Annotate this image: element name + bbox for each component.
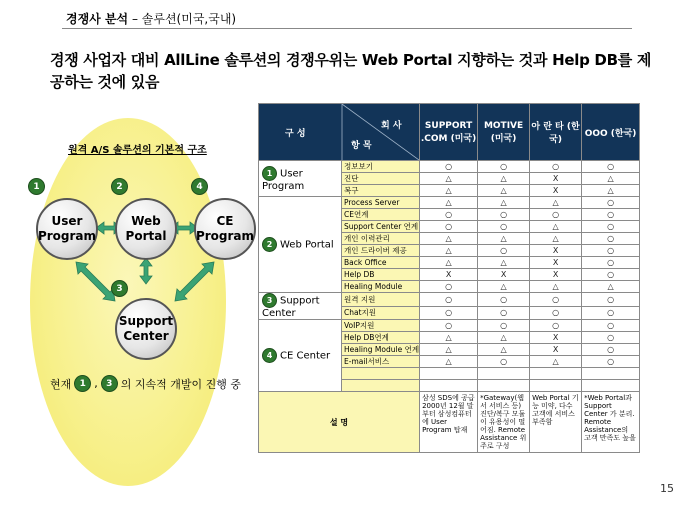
table-row: [259, 197, 640, 209]
description-supportcom: 삼성 SDS에 공급 2000년 12월 말부터 삼성컴퓨터에 User Program 탑재: [420, 392, 478, 453]
table-body: [259, 161, 640, 392]
rating-cell: ○: [420, 281, 478, 293]
group-cell: [259, 293, 342, 320]
headline: 경쟁 사업자 대비 AllLine 솔루션의 경쟁우위는 Web Portal 지향하는 것과 Help DB를 제공하는 것에 있음: [50, 51, 652, 91]
group-badge: 2: [262, 237, 277, 252]
rating-cell: △: [420, 197, 478, 209]
rating-cell: X: [530, 344, 582, 356]
rating-cell: X: [530, 257, 582, 269]
arrow-ce-support: [175, 262, 214, 301]
rating-cell: ○: [478, 161, 530, 173]
rating-cell: [582, 380, 640, 392]
item-cell: 정보보기: [342, 161, 420, 173]
item-cell: VoIP지원: [342, 320, 420, 332]
rating-cell: ○: [582, 245, 640, 257]
item-cell: E-mail서비스: [342, 356, 420, 368]
rating-cell: ○: [530, 209, 582, 221]
rating-cell: △: [420, 344, 478, 356]
rating-cell: ○: [478, 306, 530, 320]
rating-cell: △: [582, 281, 640, 293]
header-structure-label: 구 성: [285, 129, 306, 139]
group-badge: 3: [262, 293, 277, 308]
note-suffix: 의 지속적 개발이 진행 중: [120, 377, 242, 391]
rating-cell: ○: [478, 320, 530, 332]
description-label: 설 명: [259, 392, 420, 453]
badge-2: 2: [111, 178, 128, 195]
rating-cell: [420, 368, 478, 380]
table-row: [259, 293, 640, 307]
diagram-title: 원격 A/S 솔루션의 기본적 구조: [68, 145, 207, 156]
node-ce-program: CE Program: [194, 198, 256, 260]
rating-cell: ○: [530, 293, 582, 307]
rating-cell: ○: [582, 197, 640, 209]
rating-cell: [478, 380, 530, 392]
rating-cell: ○: [420, 306, 478, 320]
rating-cell: △: [478, 344, 530, 356]
rating-cell: ○: [582, 293, 640, 307]
item-cell: 진단: [342, 173, 420, 185]
item-cell: Help DB연계: [342, 332, 420, 344]
rating-cell: △: [420, 332, 478, 344]
rating-cell: X: [420, 269, 478, 281]
rating-cell: ○: [478, 293, 530, 307]
rating-cell: ○: [478, 245, 530, 257]
note-prefix: 현재: [50, 377, 72, 391]
rating-cell: ○: [582, 233, 640, 245]
description-motive: *Gateway(웹서 서비스 등) 진단/복구 모듈이 유용성이 떨어짐. Remote Assistance 위주로 구성: [478, 392, 530, 453]
group-badge: 1: [262, 166, 277, 181]
diagram-note: [50, 375, 241, 392]
rating-cell: ○: [530, 161, 582, 173]
note-badge-1: 1: [74, 375, 91, 392]
rating-cell: ○: [582, 257, 640, 269]
item-cell: [342, 368, 420, 380]
rating-cell: ○: [582, 221, 640, 233]
rating-cell: △: [478, 185, 530, 197]
rating-cell: △: [420, 173, 478, 185]
group-name: Web Portal: [280, 239, 334, 251]
badge-3: 3: [111, 280, 128, 297]
group-badge: 4: [262, 348, 277, 363]
item-cell: Back Office: [342, 257, 420, 269]
rating-cell: [582, 368, 640, 380]
rating-cell: △: [530, 233, 582, 245]
rating-cell: ○: [530, 306, 582, 320]
rating-cell: △: [478, 257, 530, 269]
rating-cell: ○: [420, 221, 478, 233]
rating-cell: △: [478, 173, 530, 185]
item-cell: 복구: [342, 185, 420, 197]
item-cell: Help DB: [342, 269, 420, 281]
group-cell: [259, 320, 342, 392]
rating-cell: X: [530, 245, 582, 257]
header-company-supportcom: SUPPORT .COM (미국): [420, 104, 478, 161]
description-aranta: Web Portal 기능 미약, 다수 고객에 서비스 부족함: [530, 392, 582, 453]
rating-cell: △: [420, 233, 478, 245]
rating-cell: ○: [420, 320, 478, 332]
rating-cell: [420, 380, 478, 392]
group-cell: [259, 161, 342, 197]
header-company-motive: MOTIVE (미국): [478, 104, 530, 161]
note-sep: ,: [94, 377, 98, 390]
item-cell: Process Server: [342, 197, 420, 209]
rating-cell: ○: [478, 221, 530, 233]
rating-cell: ○: [582, 332, 640, 344]
rating-cell: [530, 380, 582, 392]
rating-cell: △: [582, 173, 640, 185]
item-cell: Healing Module: [342, 281, 420, 293]
section-subtitle: – 솔루션(미국,국내): [128, 12, 237, 26]
rating-cell: ○: [420, 161, 478, 173]
group-cell: [259, 197, 342, 293]
header-company-ooo: OOO (한국): [582, 104, 640, 161]
group-name: User Program: [262, 168, 305, 192]
rating-cell: ○: [582, 344, 640, 356]
item-cell: Chat지원: [342, 306, 420, 320]
rating-cell: △: [478, 197, 530, 209]
header-corner: [259, 104, 420, 161]
item-cell: 원격 지원: [342, 293, 420, 307]
badge-1: 1: [28, 178, 45, 195]
rating-cell: △: [478, 233, 530, 245]
rating-cell: ○: [582, 269, 640, 281]
node-user-program: User Program: [36, 198, 98, 260]
rating-cell: X: [530, 173, 582, 185]
item-cell: 개인 드라이버 제공: [342, 245, 420, 257]
rating-cell: △: [420, 245, 478, 257]
header-diagonal-lines: [259, 104, 419, 160]
header-company-label: 회 사: [381, 121, 402, 131]
rating-cell: X: [530, 332, 582, 344]
comparison-table: [258, 103, 640, 453]
rating-cell: ○: [478, 209, 530, 221]
rating-cell: ○: [530, 320, 582, 332]
rating-cell: X: [530, 185, 582, 197]
rating-cell: [530, 368, 582, 380]
item-cell: CE연계: [342, 209, 420, 221]
table-row: [259, 320, 640, 332]
rating-cell: △: [420, 185, 478, 197]
rating-cell: ○: [582, 356, 640, 368]
rating-cell: ○: [420, 293, 478, 307]
item-cell: 개인 이력관리: [342, 233, 420, 245]
item-cell: Healing Module 연계: [342, 344, 420, 356]
rating-cell: ○: [582, 209, 640, 221]
section-name: 경쟁사 분석: [66, 12, 129, 26]
group-name: CE Center: [280, 350, 331, 362]
description-ooo: *Web Portal과 Support Center 가 분리. Remote Assistance의 고객 만족도 높을: [582, 392, 640, 453]
rating-cell: △: [478, 332, 530, 344]
rating-cell: X: [530, 269, 582, 281]
item-cell: Support Center 연계: [342, 221, 420, 233]
item-cell: [342, 380, 420, 392]
rating-cell: △: [420, 257, 478, 269]
group-name: Support Center: [262, 295, 320, 319]
header-item-label: 항 목: [351, 141, 372, 151]
rating-cell: △: [420, 356, 478, 368]
rating-cell: ○: [582, 306, 640, 320]
header-company-aranta: 아 란 타 (한국): [530, 104, 582, 161]
page-number: 15: [660, 482, 674, 495]
table-row: [259, 161, 640, 173]
note-badge-3: 3: [101, 375, 118, 392]
rating-cell: [478, 368, 530, 380]
rating-cell: ○: [478, 356, 530, 368]
rating-cell: △: [530, 221, 582, 233]
rating-cell: ○: [420, 209, 478, 221]
rating-cell: △: [530, 197, 582, 209]
rating-cell: ○: [582, 320, 640, 332]
arrow-web-support: [140, 258, 152, 284]
node-support-center: Support Center: [115, 298, 177, 360]
rating-cell: △: [478, 281, 530, 293]
rating-cell: △: [530, 281, 582, 293]
badge-4: 4: [191, 178, 208, 195]
arrow-user-support: [76, 262, 115, 301]
rating-cell: △: [582, 185, 640, 197]
rating-cell: X: [478, 269, 530, 281]
rating-cell: △: [530, 356, 582, 368]
node-web-portal: Web Portal: [115, 198, 177, 260]
rating-cell: ○: [582, 161, 640, 173]
